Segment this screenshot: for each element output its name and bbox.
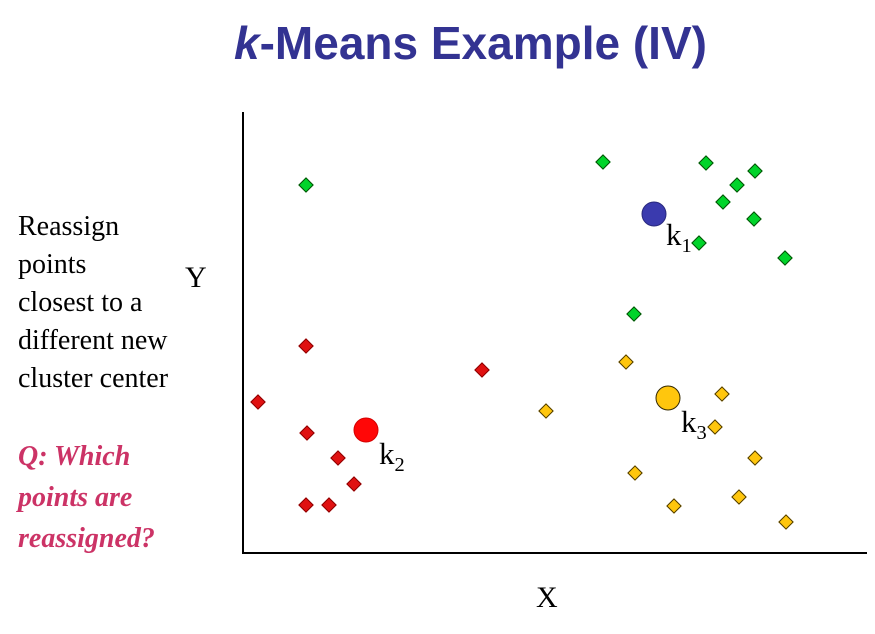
x-axis-label: X — [536, 581, 558, 614]
green-cluster-point — [746, 211, 762, 227]
red-cluster-point — [346, 476, 362, 492]
green-cluster-point — [298, 177, 314, 193]
green-cluster-point — [747, 163, 763, 179]
x-axis-line — [242, 552, 867, 554]
green-cluster-point — [698, 155, 714, 171]
title-rest: -Means Example (IV) — [259, 17, 707, 69]
red-cluster-point — [321, 497, 337, 513]
yellow-cluster-point — [666, 498, 682, 514]
green-cluster-point — [777, 250, 793, 266]
k2-label: $k_2$ — [379, 436, 405, 477]
note-line: Reassign — [18, 211, 120, 242]
question-line: Q: Which — [18, 441, 131, 472]
k1-label: $k_1$ — [666, 217, 692, 258]
title-italic-k: k — [234, 17, 260, 69]
k1-center — [642, 202, 667, 227]
green-cluster-point — [626, 306, 642, 322]
green-cluster-point — [729, 177, 745, 193]
yellow-cluster-point — [714, 386, 730, 402]
yellow-cluster-point — [778, 514, 794, 530]
note-line: cluster center — [18, 363, 169, 394]
note-line: different new — [18, 325, 168, 356]
k3-center — [656, 386, 681, 411]
k2-center — [354, 418, 379, 443]
red-cluster-point — [298, 338, 314, 354]
yellow-cluster-point — [731, 489, 747, 505]
red-cluster-point — [330, 450, 346, 466]
green-cluster-point — [595, 154, 611, 170]
note-line: points — [18, 249, 87, 280]
question-line: reassigned? — [18, 523, 155, 554]
yellow-cluster-point — [747, 450, 763, 466]
yellow-cluster-point — [538, 403, 554, 419]
green-cluster-point — [691, 235, 707, 251]
red-cluster-point — [299, 425, 315, 441]
note-line: closest to a — [18, 287, 143, 318]
k3-label: $k_3$ — [681, 404, 707, 445]
question-line: points are — [18, 482, 133, 513]
red-cluster-point — [474, 362, 490, 378]
yellow-cluster-point — [618, 354, 634, 370]
y-axis-line — [242, 112, 244, 553]
y-axis-label: Y — [185, 261, 207, 294]
green-cluster-point — [715, 194, 731, 210]
red-cluster-point — [250, 394, 266, 410]
yellow-cluster-point — [627, 465, 643, 481]
yellow-cluster-point — [707, 419, 723, 435]
red-cluster-point — [298, 497, 314, 513]
